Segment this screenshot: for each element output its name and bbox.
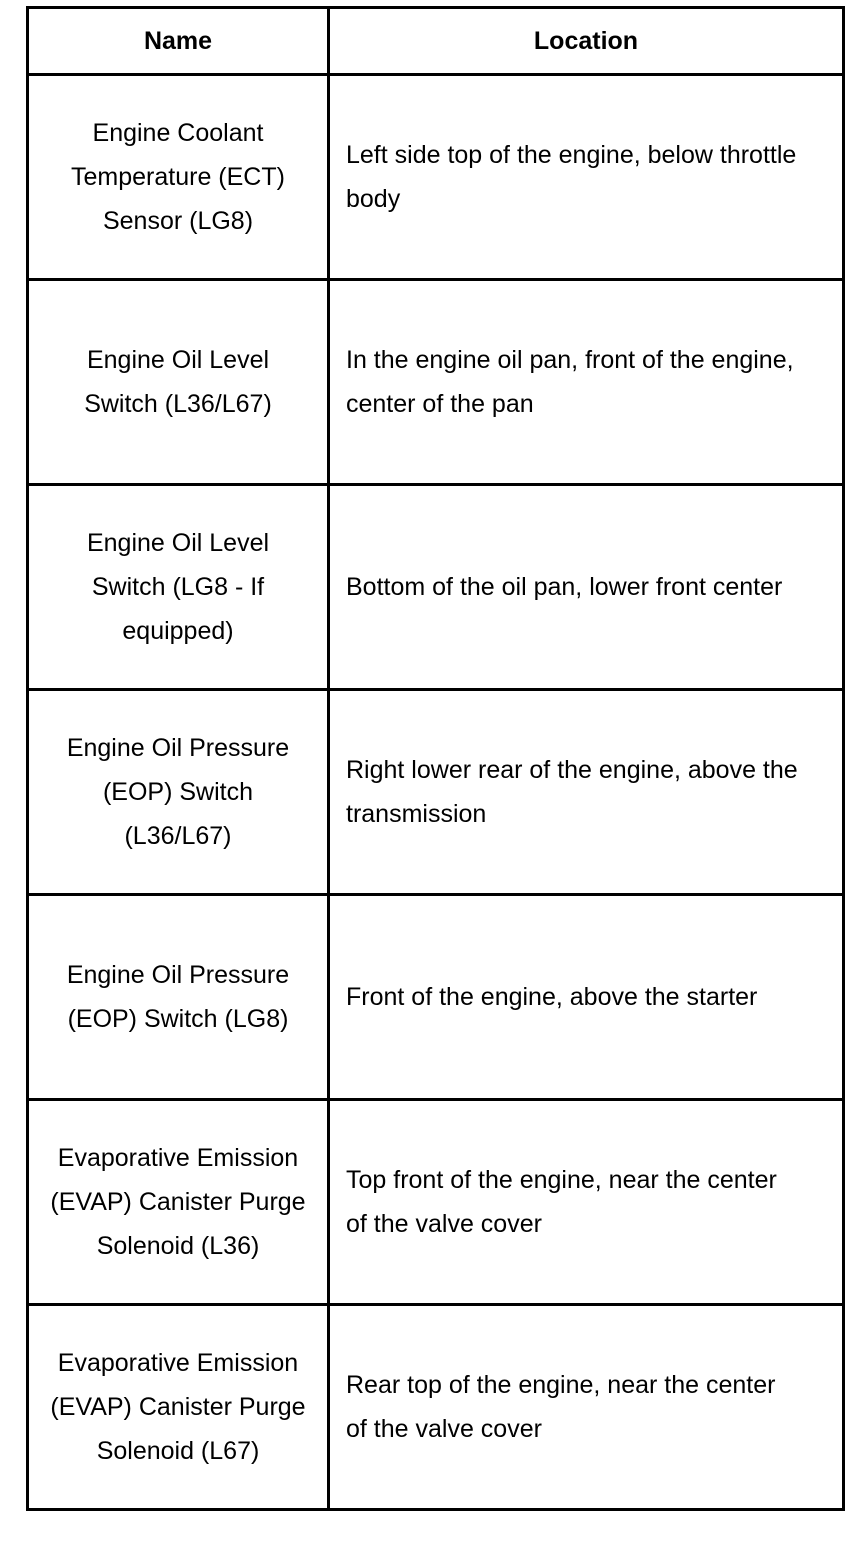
component-location-cell: Bottom of the oil pan, lower front center bbox=[329, 485, 844, 690]
table-row bbox=[28, 1305, 844, 1510]
table-row bbox=[28, 280, 844, 485]
column-header-location: Location bbox=[329, 8, 844, 75]
component-name-cell: Engine Oil Level Switch (L36/L67) bbox=[28, 280, 329, 485]
component-location-table bbox=[26, 6, 845, 1511]
component-location-table-container bbox=[26, 6, 842, 1511]
component-location-cell: Front of the engine, above the starter bbox=[329, 895, 844, 1100]
table-row bbox=[28, 75, 844, 280]
component-location-cell: Top front of the engine, near the center of the valve cover bbox=[329, 1100, 844, 1305]
component-location-cell: Left side top of the engine, below throttle body bbox=[329, 75, 844, 280]
component-name-cell: Engine Oil Pressure (EOP) Switch (L36/L67) bbox=[28, 690, 329, 895]
component-location-cell: Rear top of the engine, near the center of the valve cover bbox=[329, 1305, 844, 1510]
table-row bbox=[28, 895, 844, 1100]
component-name-cell: Evaporative Emission (EVAP) Canister Purge Solenoid (L36) bbox=[28, 1100, 329, 1305]
component-name-cell: Engine Oil Pressure (EOP) Switch (LG8) bbox=[28, 895, 329, 1100]
table-header-row bbox=[28, 8, 844, 75]
component-name-cell: Engine Oil Level Switch (LG8 - If equipped) bbox=[28, 485, 329, 690]
component-location-cell: Right lower rear of the engine, above the transmission bbox=[329, 690, 844, 895]
column-header-name: Name bbox=[28, 8, 329, 75]
table-row bbox=[28, 485, 844, 690]
component-location-cell: In the engine oil pan, front of the engine, center of the pan bbox=[329, 280, 844, 485]
component-name-cell: Engine Coolant Temperature (ECT) Sensor (LG8) bbox=[28, 75, 329, 280]
component-name-cell: Evaporative Emission (EVAP) Canister Purge Solenoid (L67) bbox=[28, 1305, 329, 1510]
table-row bbox=[28, 1100, 844, 1305]
table-row bbox=[28, 690, 844, 895]
